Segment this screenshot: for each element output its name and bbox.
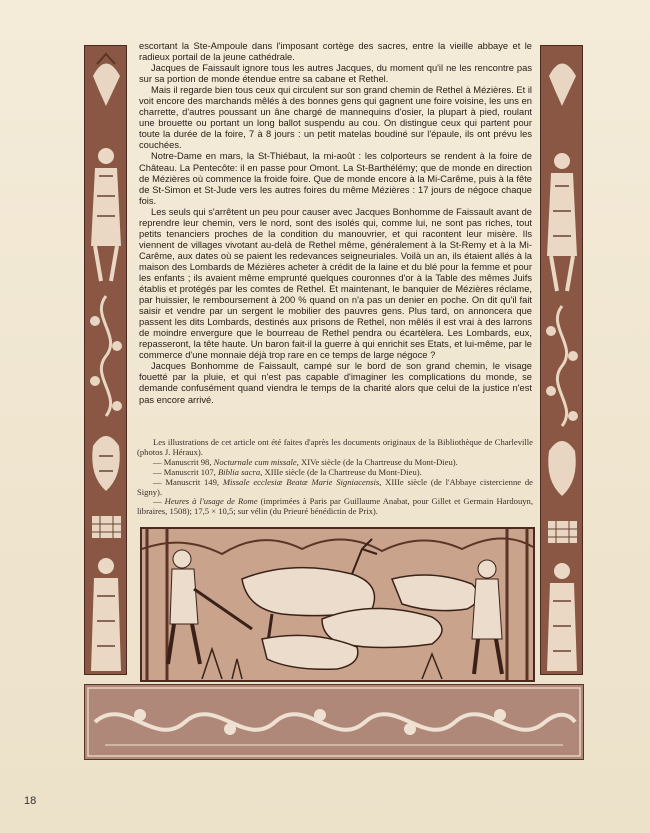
credit-line: — Manuscrit 107, Biblia sacra, XIIIe siècle (de la Chartreuse du Mont-Dieu). xyxy=(153,466,422,477)
paragraph: Les seuls qui s'arrêtent un peu pour causer avec Jacques Bonhomme de Faissault avant de reprendre leur chemin, vers le nord, sont des isolés qui, comme lui, ne sont pas riches, tout petits tenanciers proches de la condition du manouvrier, et qui racontent leur misère. Ils viennent de villages vivotant au-delà de Rethel même, généralement à la St-Remy et à la Mi-Carême, aux dates où se paient les redevances seigneuriales. Voilà un an, ils étaient allés à la maison des Lombards de Mézières acheter à crédit de la laine et du blé pour la femme et pour les enfants ; ils avaient même emprunté quelques couronnes d'or à la Table des mêmes Juifs établis et protégés par les comtes de Rethel. Et maintenant, le banquier de Mézières réclame, par huissier, le remboursement à 200 % quand on n'a pas un denier en poche. On dit qu'il fait saisir et vendre par un sergent le mobilier des pauvres gens. Plus tard, on annoncera que passent les dits Lombards, destinés aux prisons de Rethel, non mêlés il est vrai à des larrons de moindre envergure que le bourreau de Rethel pendra ou écartèlera. Les Lombards, eux, repasseront, la tête haute. Un baron fait-il la guerre à qui enrichit ses Etats, et lui-même, par le commerce d'une monnaie déjà trop rare en ce temps de large négoce ? xyxy=(139,206,532,361)
right-ornamental-border xyxy=(540,45,583,675)
paragraph: escortant la Ste-Ampoule dans l'imposant cortège des sacres, entre la vieille abbaye et le radieux portail de la jeune cathédrale. xyxy=(139,41,532,63)
paragraph: Notre-Dame en mars, la St-Thiébaut, la mi-août : les colporteurs se rendent à la foire de Château. La Pentecôte: il en passe pour Omont. La St-Barthélémy; que de monde en direction de Mézières où commence la froide foire. Que de monde encore à la Mi-Carême, puis à la fête de St-Simon et St-Jude vers les autres foires du même Mézières : 17 jours de négoce chaque fois. xyxy=(139,151,532,206)
paragraph: Mais il regarde bien tous ceux qui circulent sur son grand chemin de Rethel à Mézières. Et il voit encore des marchands mêlés à des bonnes gens qui gagnent une foire voisine, les uns en charrette, d'autres poussant un âne chargé de mannequins d'osier, la plupart à pied, roulant une brouette ou portant un long ballot suspendu au cou. On distingue ceux qui partent pour toute la durée de la foire, 7 à 8 jours : un petit matelas boudiné sur l'épaule, ils ont prévu les couchées. xyxy=(139,85,532,151)
illustration-credits xyxy=(137,438,533,517)
article-body xyxy=(139,41,532,406)
credit-line: — Heures à l'usage de Rome (imprimées à Paris par Guillaume Anabat, pour Gillet et Germain Hardouyn, libraires, 1508); 17,5 × 10,5; sur vélin (du Prieuré bénédictin de Prix). xyxy=(137,496,533,517)
left-ornamental-border xyxy=(84,45,127,675)
credit-line: — Manuscrit 98, Nocturnale cum missale, XIVe siècle (de la Chartreuse du Mont-Dieu). xyxy=(153,456,458,467)
paragraph: Jacques de Faissault ignore tous les autres Jacques, du moment qu'il ne les rencontre pas sur sa portion de monde étendue entre sa cabane et Rethel. xyxy=(139,63,532,85)
decorative-frieze xyxy=(84,684,584,760)
paragraph: Jacques Bonhomme de Faissault, campé sur le bord de son grand chemin, le visage fouetté par la pluie, et qui n'est pas capable d'imaginer les complications du monde, se demande confusément quand viendra le temps de la charité alors que celui de la justice n'est pas encore arrivé. xyxy=(139,361,532,405)
credit-line: — Manuscrit 149, Missale ecclesiæ Beatæ Marie Signiacensis, XIIIe siècle (de l'Abbaye cistercienne de Signy). xyxy=(137,476,533,497)
page-number: 18 xyxy=(24,795,37,807)
hunting-scene-illustration xyxy=(140,527,535,682)
credit-line: Les illustrations de cet article ont été faites d'après les documents originaux de la Bibliothèque de Charleville (photos J. Héraux). xyxy=(137,437,533,457)
